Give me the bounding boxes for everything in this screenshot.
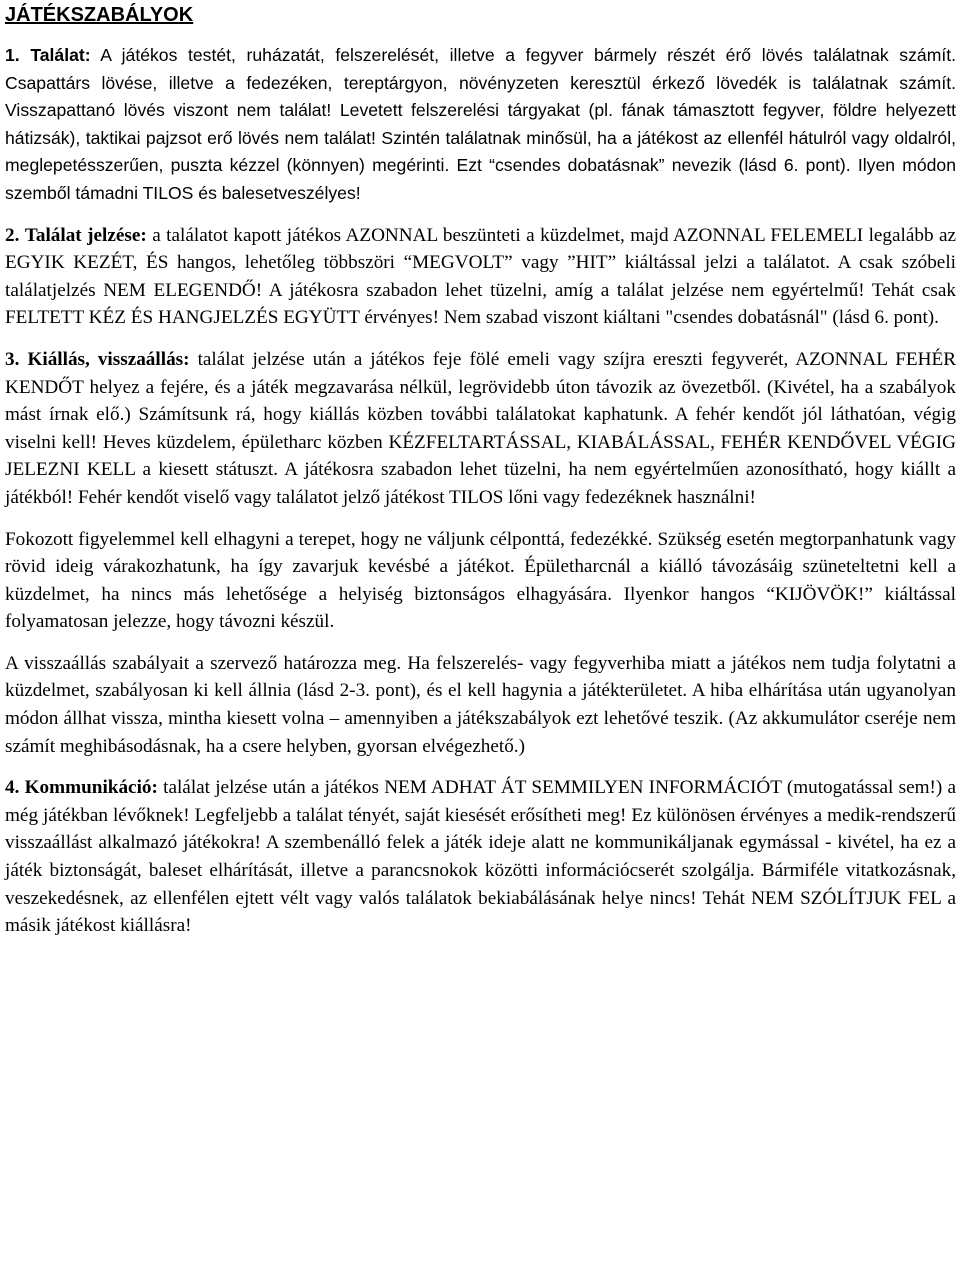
rule-3-paragraph-2-text: Fokozott figyelemmel kell elhagyni a terepet, hogy ne váljunk célponttá, fedezékké. Szükség esetén megtorpanhatunk vagy rövid ideig várakozhatunk, ha így zavarjuk kevésbé a játékot. Épületharcnál a kiálló távozásáig szüneteltetni kell a küzdelmet, ha nincs más lehetősége a helyiség biztonságos elhagyására. Ilyenkor hangos “KIJÖVÖK!” kiáltással folyamatosan jelezze, hogy távozni készül. [5, 528, 956, 633]
rule-3-heading: Kiállás, visszaállás: [27, 348, 190, 370]
rule-2-number: 2. [5, 224, 20, 246]
rule-1-heading: Találat: [30, 45, 91, 65]
document-page [0, 2, 960, 1273]
rule-3 [5, 346, 956, 512]
rule-3-paragraph-3 [5, 650, 956, 760]
rule-4-text: találat jelzése után a játékos NEM ADHAT ÁT SEMMILYEN INFORMÁCIÓT (mutogatással sem!) a még játékban lévőknek! Legfeljebb a találat tényét, saját kiesését erősítheti meg! Ez különösen érvényes a medik-rendszerű visszaállást alkalmazó játékokra! A szembenálló felek a játék ideje alatt ne kommunikáljanak egymással - kivétel, ha ez a játék biztonságát, baleset elhárítását, illetve a parancsnokok közötti információcserét szolgálja. Bármiféle vitatkozásnak, veszekedésnek, az ellenfélen ejtett vélt vagy valós találatok bekiabálásának helye nincs! Tehát NEM SZÓLÍTJUK FEL a másik játékost kiállásra! [5, 777, 957, 937]
rule-3-number: 3. [5, 348, 20, 370]
rule-3-paragraph-3-text: A visszaállás szabályait a szervező határozza meg. Ha felszerelés- vagy fegyverhiba miatt a játékos nem tudja folytatni a küzdelmet, szabályosan ki kell állnia (lásd 2-3. pont), és el kell hagynia a játékterületet. A hiba elhárítása után ugyanolyan módon állhat vissza, mintha kiesett volna – amennyiben a játékszabályok ezt lehetővé teszik. (Az akkumulátor cseréje nem számít meghibásodásnak, ha a csere helyben, gyorsan elvégezhető.) [5, 652, 956, 757]
rule-3-paragraph-2 [5, 526, 956, 636]
rule-4 [5, 774, 956, 940]
rule-1-number: 1. [5, 45, 20, 65]
rule-4-heading: Kommunikáció: [24, 777, 158, 799]
page-title: JÁTÉKSZABÁLYOK [5, 4, 194, 26]
rule-1-text: A játékos testét, ruházatát, felszerelését, illetve a fegyver bármely részét érő lövés találatnak számít. Csapattárs lövése, illetve a fedezéken, tereptárgyon, növényzeten keresztül érkező lövedék is találatnak számít. Visszapattanó lövés viszont nem találat! Levetett felszerelési tárgyakat (pl. fának támasztott fegyver, földre helyezett hátizsák), taktikai pajzsot erő lövés nem találat! Szintén találatnak minősül, ha a játékost az ellenfél hátulról vagy oldalról, meglepetésszerűen, puszta kézzel (könnyen) megérinti. Ezt “csendes dobatásnak” nevezik (lásd 6. pont). Ilyen módon szemből támadni TILOS és balesetveszélyes! [5, 45, 957, 203]
rule-2-text: a találatot kapott játékos AZONNAL beszünteti a küzdelmet, majd AZONNAL FELEMELI legalább az EGYIK KEZÉT, ÉS hangos, lehetőleg többszöri “MEGVOLT” vagy ”HIT” kiáltással jelzi a találatot. A csak szóbeli találatjelzés NEM ELEGENDŐ! A játékosra szabadon lehet tüzelni, amíg a találat jelzése nem egyértelmű! Tehát csak FELTETT KÉZ ÉS HANGJELZÉS EGYÜTT érvényes! Nem szabad viszont kiáltani "csendes dobatásnál" (lásd 6. pont). [5, 224, 957, 329]
rule-1 [5, 42, 956, 208]
rule-3-text: találat jelzése után a játékos feje fölé emeli vagy szíjra ereszti fegyverét, AZONNAL FEHÉR KENDŐT helyez a fejére, és a játék megzavarása nélkül, legrövidebb úton távozik az övezetből. (Kivétel, ha a szabályok mást írnak elő.) Számítsunk rá, hogy kiállás közben további találatokat kaphatunk. A fehér kendőt jól láthatóan, végig viselni kell! Heves küzdelem, épületharc közben KÉZFELTARTÁSSAL, KIABÁLÁSSAL, FEHÉR KENDŐVEL VÉGIG JELEZNI KELL a kiesett státuszt. A játékosra szabadon lehet tüzelni, ha nem egyértelműen azonosítható, hogy kiállt a játékból! Fehér kendőt viselő vagy találatot jelző játékost TILOS lőni vagy fedezéknek használni! [5, 348, 957, 508]
rule-2 [5, 222, 956, 332]
rule-4-number: 4. [5, 777, 20, 799]
rule-2-heading: Találat jelzése: [24, 224, 147, 246]
